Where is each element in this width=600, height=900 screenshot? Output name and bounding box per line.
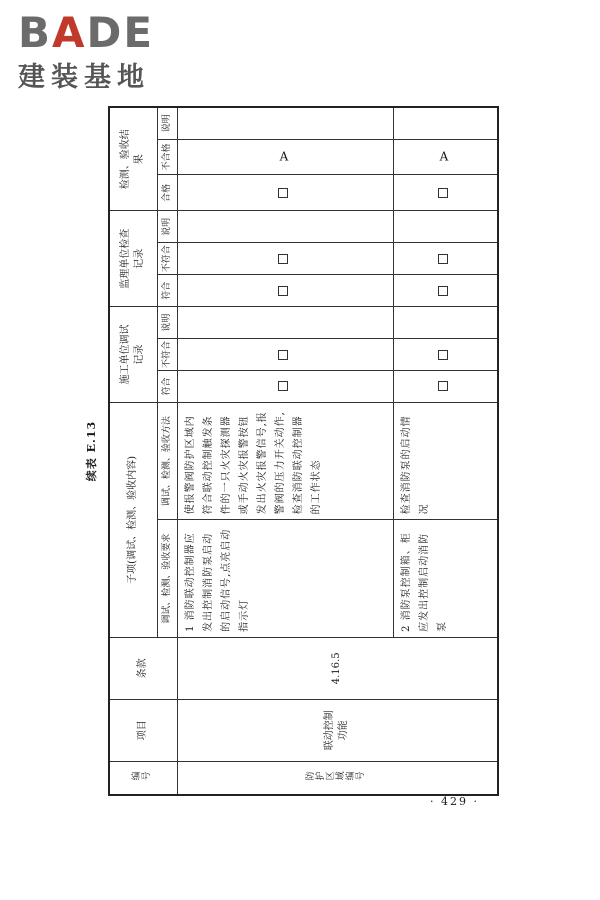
inspection-table xyxy=(108,106,499,796)
supervision-nonconform-checkbox[interactable] xyxy=(177,243,393,275)
header-item: 项目 xyxy=(109,699,177,761)
acceptance-fail-header: 不合格 xyxy=(157,139,177,175)
construction-conform-checkbox[interactable] xyxy=(393,371,498,403)
construction-nonconform-checkbox[interactable] xyxy=(393,339,498,371)
supervision-conform-checkbox[interactable] xyxy=(177,275,393,307)
brand-logo xyxy=(8,6,178,98)
header-construction-unit: 施工单位调试记录 xyxy=(109,307,157,403)
construction-nonconform-header: 不符合 xyxy=(157,339,177,371)
supervision-remark-cell xyxy=(393,211,498,243)
supervision-remark-header: 说明 xyxy=(157,211,177,243)
construction-conform-header: 符合 xyxy=(157,371,177,403)
construction-remark-cell xyxy=(393,307,498,339)
acceptance-remark-header: 说明 xyxy=(157,107,177,139)
acceptance-remark-cell xyxy=(393,107,498,139)
supervision-conform-checkbox[interactable] xyxy=(393,275,498,307)
construction-conform-checkbox[interactable] xyxy=(177,371,393,403)
supervision-conform-header: 符合 xyxy=(157,275,177,307)
acceptance-fail-mark: A xyxy=(393,139,498,175)
table-row xyxy=(177,107,393,795)
acceptance-pass-header: 合格 xyxy=(157,175,177,211)
brand-name: BADE xyxy=(18,8,155,57)
method-cell: 检查消防泵的启动情况 xyxy=(393,402,498,519)
construction-remark-header: 说明 xyxy=(157,307,177,339)
supervision-remark-cell xyxy=(177,211,393,243)
page-number: · 429 · xyxy=(430,795,479,808)
acceptance-fail-mark: A xyxy=(177,139,393,175)
acceptance-pass-checkbox[interactable] xyxy=(177,175,393,211)
header-subitem: 子项(调试、检测、验收内容) xyxy=(109,402,157,637)
header-requirement: 调试、检测、验收要求 xyxy=(157,520,177,638)
requirement-cell: 1 消防联动控制器应发出控制消防泵启动的启动信号,点亮启动指示灯 xyxy=(177,520,393,638)
requirement-cell: 2 消防泵控制箱、柜应发出控制启动消防泵 xyxy=(393,520,498,638)
zone-number-cell: 防护区域编号 xyxy=(177,761,498,795)
table-title: 续表 E.13 xyxy=(85,420,98,482)
method-cell: 使报警阀防护区域内符合联动控制触发条件的一只火灾探测器或手动火灾报警按钮发出火灾报警信号,报警阀的压力开关动作,检查消防联动控制器的工作状态 xyxy=(177,402,393,519)
construction-nonconform-checkbox[interactable] xyxy=(177,339,393,371)
clause-cell: 4.16.5 xyxy=(177,637,498,699)
construction-remark-cell xyxy=(177,307,393,339)
acceptance-remark-cell xyxy=(177,107,393,139)
supervision-nonconform-header: 不符合 xyxy=(157,243,177,275)
rotated-table-page xyxy=(85,106,520,796)
header-clause: 条款 xyxy=(109,637,177,699)
supervision-nonconform-checkbox[interactable] xyxy=(393,243,498,275)
item-cell: 联动控制功能 xyxy=(177,699,498,761)
acceptance-pass-checkbox[interactable] xyxy=(393,175,498,211)
header-method: 调试、检测、验收方法 xyxy=(157,402,177,519)
header-number: 编号 xyxy=(109,761,177,795)
header-acceptance: 检测、验收结果 xyxy=(109,107,157,211)
header-supervision-unit: 监理单位检查记录 xyxy=(109,211,157,307)
brand-chinese-name: 建装基地 xyxy=(18,62,150,93)
